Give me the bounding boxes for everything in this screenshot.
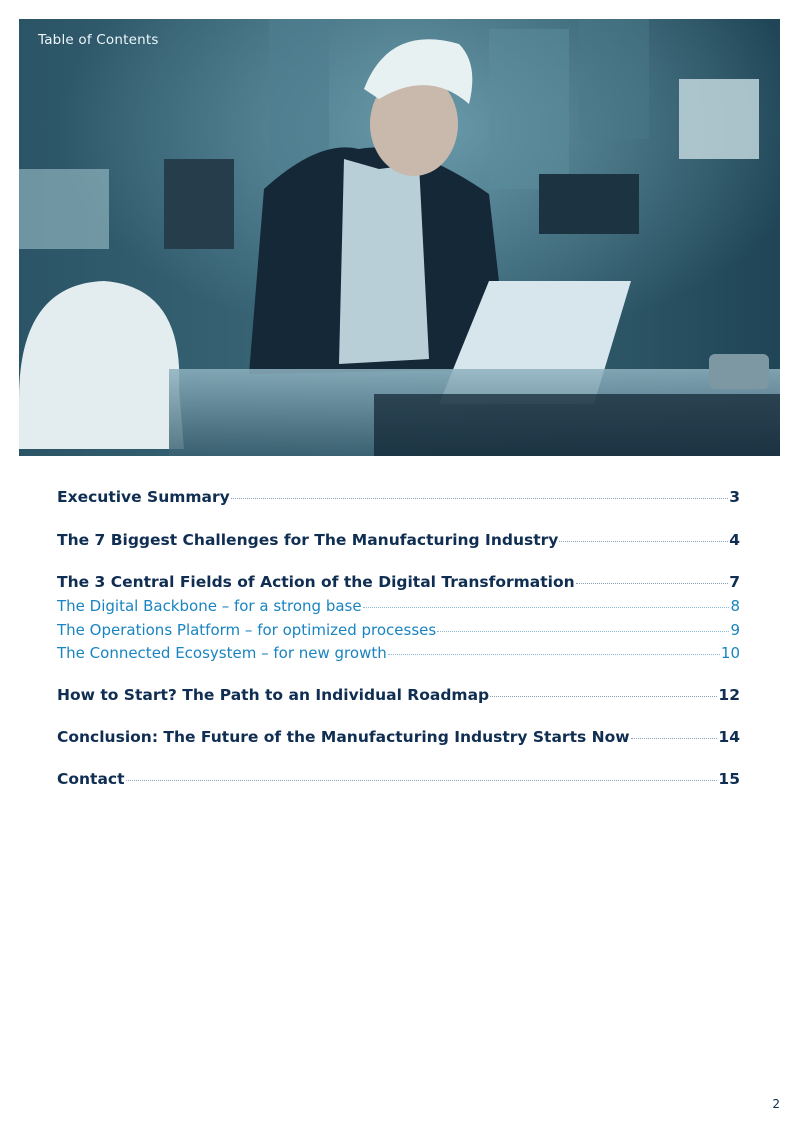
toc-entry-page: 14 <box>718 728 740 746</box>
toc-subentry[interactable] <box>57 644 740 662</box>
toc-entry-page: 3 <box>729 488 740 506</box>
toc-entry-label: The Digital Backbone – for a strong base <box>57 597 362 615</box>
hero-image <box>19 19 780 456</box>
toc-entry[interactable] <box>57 686 740 704</box>
toc-entry-page: 12 <box>718 686 740 704</box>
toc-entry[interactable] <box>57 770 740 788</box>
dot-leader <box>490 696 717 697</box>
dot-leader <box>576 583 729 584</box>
toc-entry[interactable] <box>57 728 740 746</box>
toc-entry[interactable] <box>57 488 740 506</box>
dot-leader <box>437 631 729 632</box>
toc-entry-label: The 7 Biggest Challenges for The Manufacturing Industry <box>57 531 559 549</box>
factory-worker-photo <box>19 19 780 456</box>
toc-entry[interactable] <box>57 531 740 549</box>
toc-entry-page: 8 <box>730 597 740 615</box>
toc-entry-label: The Operations Platform – for optimized processes <box>57 621 437 639</box>
dot-leader <box>559 541 728 542</box>
toc-entry-label: Conclusion: The Future of the Manufacturing Industry Starts Now <box>57 728 630 746</box>
dot-leader <box>231 498 728 499</box>
toc-subentry[interactable] <box>57 597 740 615</box>
toc-entry-label: The Connected Ecosystem – for new growth <box>57 644 387 662</box>
toc-entry-page: 10 <box>720 644 740 662</box>
toc-entry-page: 7 <box>729 573 740 591</box>
toc-entry-label: Contact <box>57 770 125 788</box>
toc-subentry[interactable] <box>57 621 740 639</box>
toc-entry-label: How to Start? The Path to an Individual Roadmap <box>57 686 490 704</box>
toc-entry-label: The 3 Central Fields of Action of the Digital Transformation <box>57 573 575 591</box>
dot-leader <box>631 738 718 739</box>
toc-entry-page: 9 <box>730 621 740 639</box>
toc-entry-page: 15 <box>718 770 740 788</box>
page-number: 2 <box>772 1097 780 1111</box>
dot-leader <box>363 607 730 608</box>
page-title: Table of Contents <box>38 32 159 48</box>
dot-leader <box>388 654 720 655</box>
toc-entry-page: 4 <box>729 531 740 549</box>
dot-leader <box>126 780 718 781</box>
toc-entry-label: Executive Summary <box>57 488 230 506</box>
toc-entry[interactable] <box>57 573 740 591</box>
